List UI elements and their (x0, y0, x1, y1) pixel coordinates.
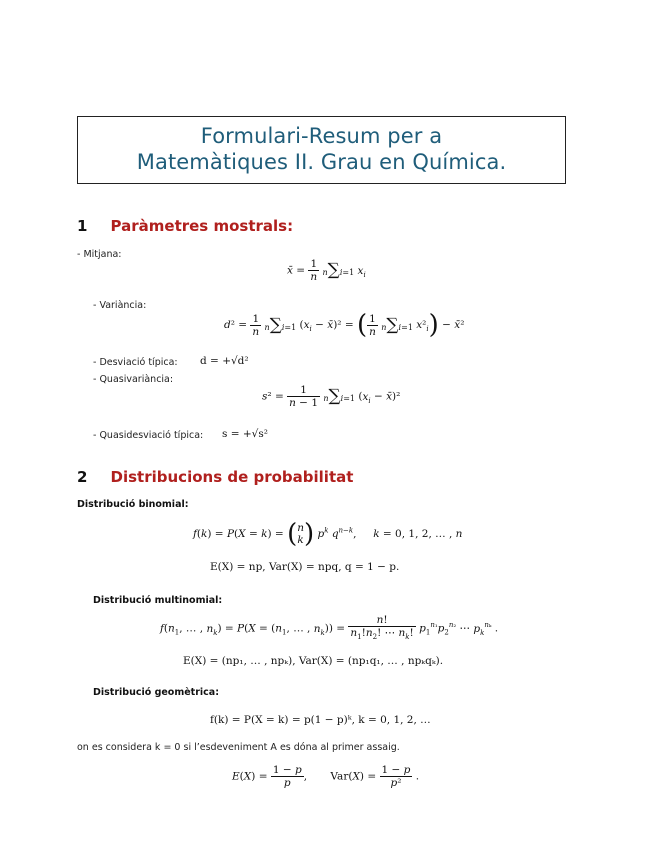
geometric-note: on es considera k = 0 si l’esdeveniment A es dóna al primer assaig. (77, 742, 400, 753)
multinomial-formula: $f(n_1$, … , $n_k) = P(X = (n_1$, … , $n_k$)) = $\frac{n!}{n_1!n_2! \cdots n_k!}$ $p_1^{n_1}p_2^{n_2}$ ⋯ $p_k^{n_k}$ . (160, 614, 499, 642)
geometrica-expectation: E(X) = $\frac{1 - p}{p}$ , Var(X) = $\frac{1 - p}{\text{p²}}$ . (232, 764, 420, 789)
desviacio-formula: d = +√d² (200, 355, 249, 367)
section-number: 1 (77, 217, 88, 235)
mitjana-label: - Mitjana: (77, 249, 122, 260)
document-title-line-2: Matemàtiques II. Grau en Química. (136, 150, 507, 174)
multinomial-expectation: E(X) = (np₁, … , npₖ), Var(X) = (np₁q₁, … , npₖqₖ). (183, 655, 444, 667)
title-box (77, 116, 566, 184)
section-title: Paràmetres mostrals: (110, 217, 294, 235)
variancia-label: - Variància: (93, 300, 147, 311)
desviacio-label: - Desviació típica: (93, 357, 178, 368)
geometrica-formula: f(k) = P(X = k) = p(1 − p)ᵏ, k = 0, 1, 2, … (210, 714, 431, 726)
multinomial-label: Distribució multinomial: (93, 595, 223, 606)
geometrica-label: Distribució geomètrica: (93, 687, 220, 698)
document-title-line-1: Formulari-Resum per a (200, 124, 443, 148)
mitjana-formula: x̄ = $\frac{1}{n}$ n∑i=1 $x_i$ (287, 258, 366, 283)
binomial-expectation: E(X) = np, Var(X) = npq, q = 1 − p. (210, 561, 400, 573)
quasivariancia-label: - Quasivariància: (93, 374, 174, 385)
section-title: Distribucions de probabilitat (110, 468, 354, 486)
section-1-heading (77, 216, 293, 235)
variancia-formula: d² = $\frac{1}{n}$ n∑i=1 ($x_i$ − x̄)² = ( $\frac{1}{n}$ n∑i=1 $x^2_i$) − x̄² (224, 310, 465, 340)
quasidesviacio-formula: s = +√s² (222, 428, 268, 440)
quasidesviacio-label: - Quasidesviació típica: (93, 430, 204, 441)
binomial-label: Distribució binomial: (77, 499, 189, 510)
quasivariancia-formula: s² = $\frac{1}{n - 1}$ n∑i=1 ($x_i$ − x̄)² (262, 384, 401, 409)
binomial-formula: f(k) = P(X = k) = ( n k ) $p^k$ $q^{n-k}$, k = 0, 1, 2, … , n (193, 519, 463, 549)
section-number: 2 (77, 468, 88, 486)
section-2-heading (77, 467, 353, 486)
